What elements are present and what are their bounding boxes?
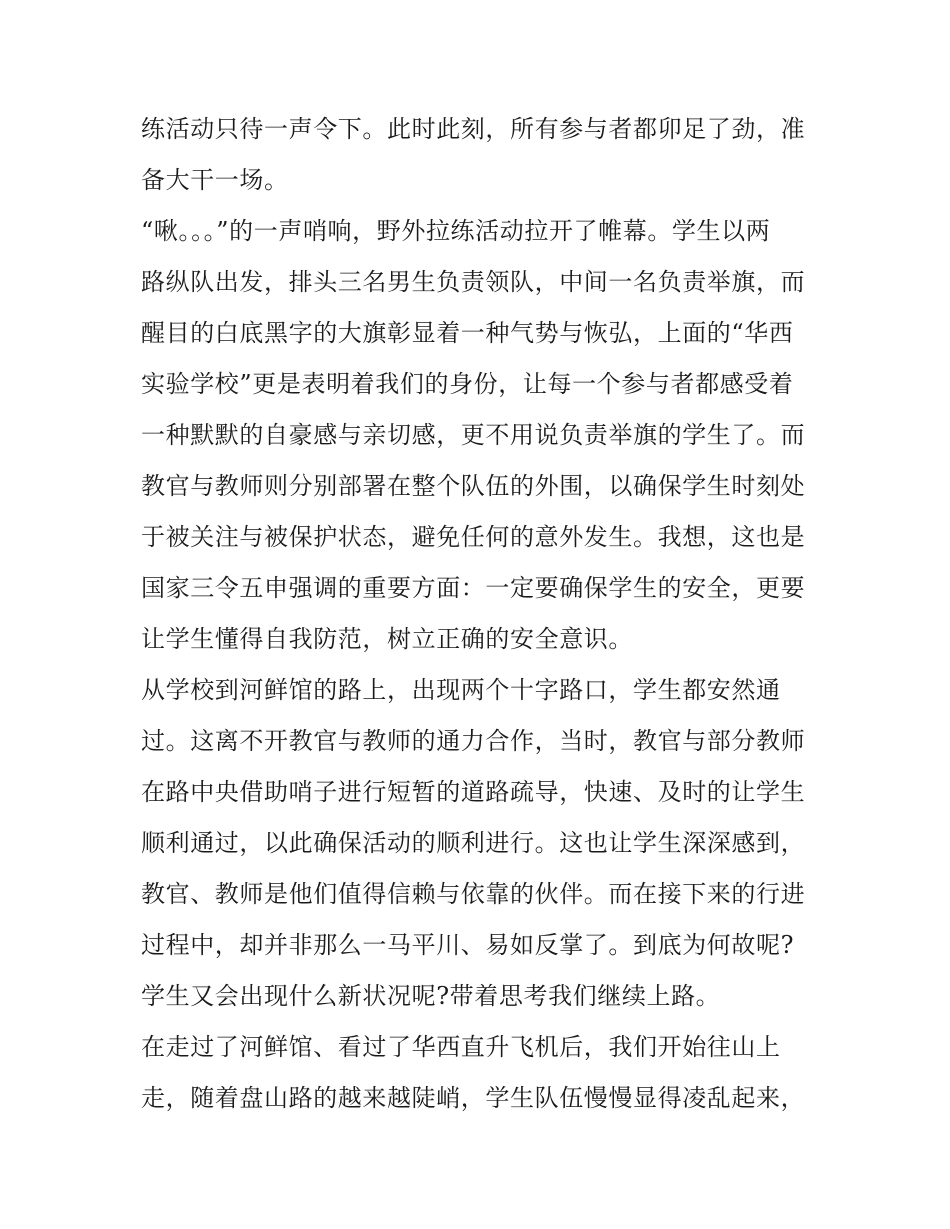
text-line: 备大干一场。	[141, 166, 289, 194]
text-line: 练活动只待一声令下。此时此刻，所有参与者都卯足了劲，准	[141, 115, 806, 143]
text-line: 学生又会出现什么新状况呢?带着思考我们继续上路。	[141, 982, 721, 1010]
text-line: 过程中，却并非那么一马平川、易如反掌了。到底为何故呢?	[141, 931, 795, 959]
text-line: 教官与教师则分别部署在整个队伍的外围，以确保学生时刻处	[141, 472, 806, 500]
text-line: 让学生懂得自我防范，树立正确的安全意识。	[141, 625, 633, 653]
text-line: 路纵队出发，排头三名男生负责领队，中间一名负责举旗，而	[141, 268, 806, 296]
text-line: 国家三令五申强调的重要方面：一定要确保学生的安全，更要	[141, 574, 806, 602]
text-line: 醒目的白底黑字的大旗彰显着一种气势与恢弘，上面的“华西	[141, 319, 794, 347]
text-line: 在走过了河鲜馆、看过了华西直升飞机后，我们开始往山上	[141, 1033, 781, 1061]
text-line: 实验学校”更是表明着我们的身份，让每一个参与者都感受着	[141, 370, 794, 398]
text-line: 过。这离不开教官与教师的通力合作，当时，教官与部分教师	[141, 727, 806, 755]
text-line: 教官、教师是他们值得信赖与依靠的伙伴。而在接下来的行进	[141, 880, 806, 908]
text-line: 从学校到河鲜馆的路上，出现两个十字路口，学生都安然通	[141, 676, 781, 704]
text-line: 顺利通过，以此确保活动的顺利进行。这也让学生深深感到，	[141, 829, 806, 857]
text-line: 一种默默的自豪感与亲切感，更不用说负责举旗的学生了。而	[141, 421, 806, 449]
text-line: “啾。。。”的一声哨响，野外拉练活动拉开了帷幕。学生以两	[141, 217, 771, 245]
text-line: 走，随着盘山路的越来越陡峭，学生队伍慢慢显得凌乱起来，	[141, 1084, 806, 1112]
text-line: 于被关注与被保护状态，避免任何的意外发生。我想，这也是	[141, 523, 806, 551]
text-line: 在路中央借助哨子进行短暂的道路疏导，快速、及时的让学生	[141, 778, 806, 806]
